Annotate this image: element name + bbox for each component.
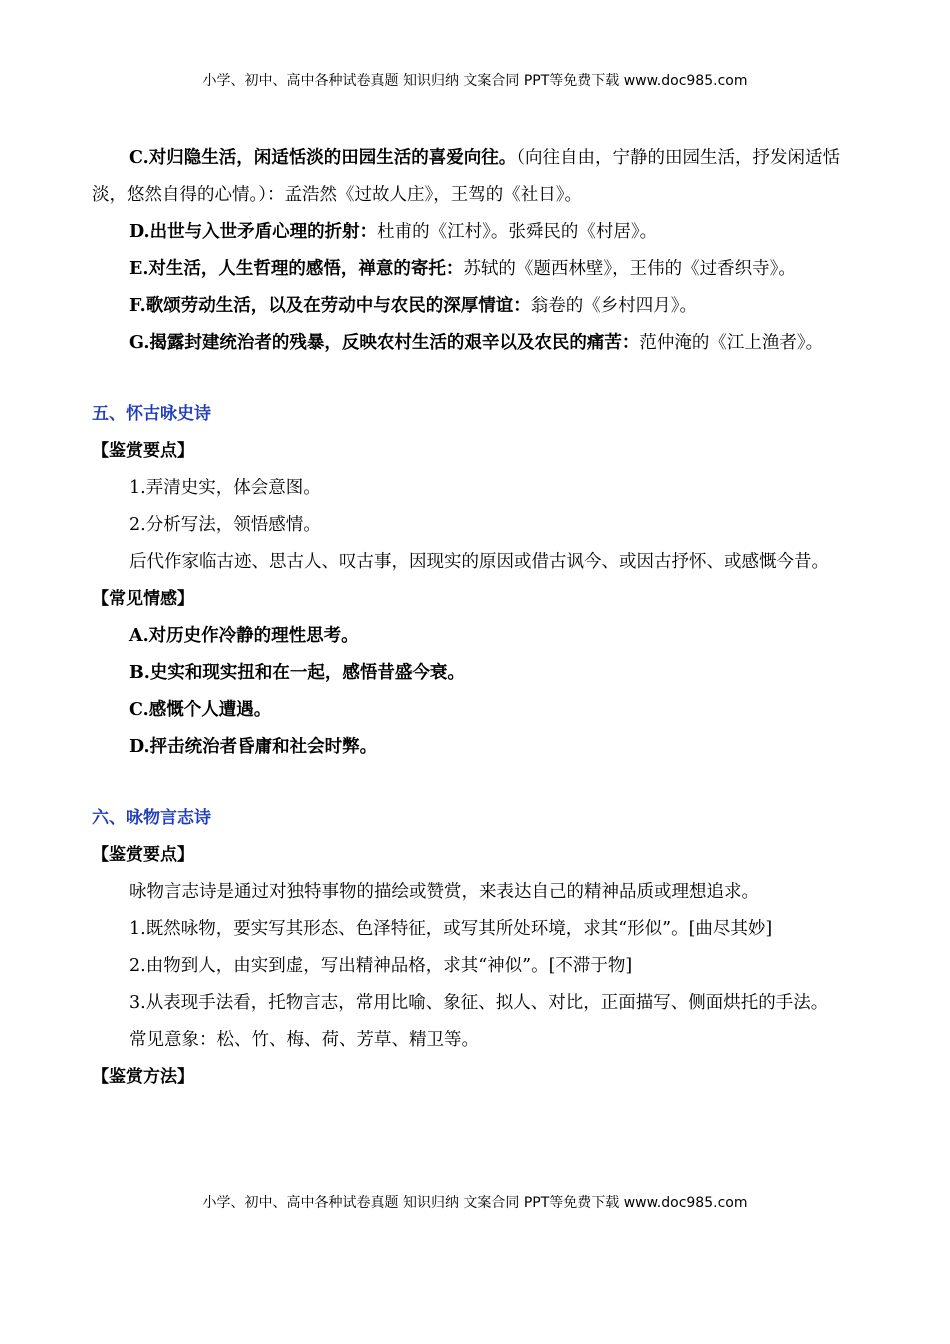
- list-item: D.出世与入世矛盾心理的折射：杜甫的《江村》。张舜民的《村居》。: [129, 222, 658, 242]
- section-heading: 五、怀古咏史诗: [92, 404, 211, 424]
- list-item: 1.弄清史实，体会意图。: [129, 478, 321, 498]
- paragraph: 咏物言志诗是通过对独特事物的描绘或赞赏，来表达自己的精神品质或理想追求。: [129, 882, 759, 902]
- list-item: D.抨击统治者昏庸和社会时弊。: [129, 737, 378, 757]
- section-heading: 六、咏物言志诗: [92, 808, 211, 828]
- list-item: G.揭露封建统治者的残暴，反映农村生活的艰辛以及农民的痛苦：范仲淹的《江上渔者》。: [129, 333, 824, 353]
- list-item: 1.既然咏物，要实写其形态、色泽特征，或写其所处环境，求其“形似”。[曲尽其妙]: [129, 919, 773, 939]
- list-item: A.对历史作冷静的理性思考。: [129, 626, 359, 646]
- document-body: [92, 140, 864, 1096]
- section-tag: 【鉴赏方法】: [92, 1067, 194, 1087]
- list-item: B.史实和现实扭和在一起，感悟昔盛今衰。: [129, 663, 465, 683]
- list-item: 2.分析写法，领悟感情。: [129, 515, 321, 535]
- section-tag: 【鉴赏要点】: [92, 845, 194, 865]
- section-tag: 【常见情感】: [92, 589, 194, 609]
- list-item: C.感慨个人遭遇。: [129, 700, 272, 720]
- list-item: F.歌颂劳动生活，以及在劳动中与农民的深厚情谊：翁卷的《乡村四月》。: [129, 296, 698, 316]
- paragraph: 后代作家临古迹、思古人、叹古事，因现实的原因或借古讽今、或因古抒怀、或感慨今昔。: [129, 552, 829, 572]
- list-item: 3.从表现手法看，托物言志，常用比喻、象征、拟人、对比，正面描写、侧面烘托的手法。: [129, 993, 829, 1013]
- list-item: E.对生活，人生哲理的感悟，禅意的寄托：苏轼的《题西林壁》，王伟的《过香织寺》。: [129, 259, 796, 279]
- page-header: 小学、初中、高中各种试卷真题 知识归纳 文案合同 PPT等免费下载 www.doc985.com: [202, 73, 748, 89]
- paragraph: 常见意象：松、竹、梅、荷、芳草、精卫等。: [129, 1030, 479, 1050]
- page-footer: 小学、初中、高中各种试卷真题 知识归纳 文案合同 PPT等免费下载 www.doc985.com: [202, 1195, 748, 1211]
- list-item: C.对归隐生活，闲适恬淡的田园生活的喜爱向往。（向往自由，宁静的田园生活，抒发闲适恬淡，悠然自得的心情。）：孟浩然《过故人庄》，王驾的《社日》。: [92, 148, 840, 205]
- section-tag: 【鉴赏要点】: [92, 441, 194, 461]
- list-item: 2.由物到人，由实到虚，写出精神品格，求其“神似”。[不滞于物]: [129, 956, 633, 976]
